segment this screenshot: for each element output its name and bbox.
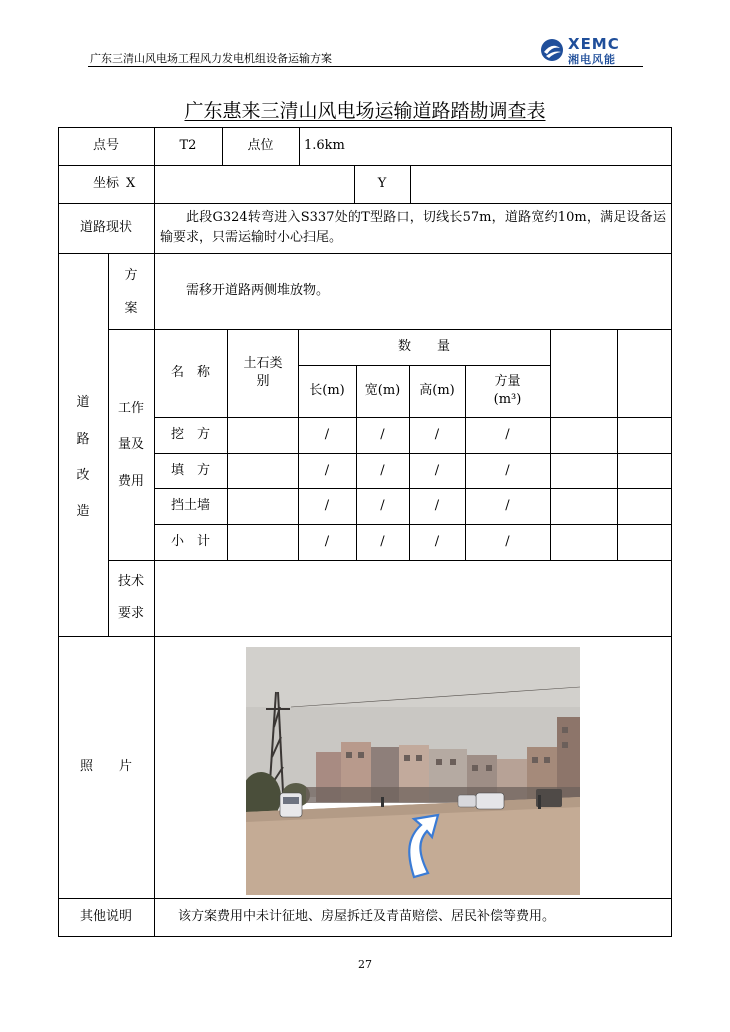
notes-label: 其他说明 (79, 909, 132, 925)
header-width: 宽(m) (364, 383, 401, 399)
point-value: T2 (179, 138, 197, 154)
row-volume: / (505, 462, 510, 478)
row-name: 填 方 (170, 462, 210, 478)
position-value: 1.6km (304, 138, 345, 154)
row-height: / (434, 498, 440, 514)
row-volume: / (505, 427, 510, 443)
road-status-label: 道路现状 (79, 220, 132, 236)
row-soil (227, 453, 298, 488)
plan-label: 方 案 (124, 267, 138, 316)
row-name: 挖 方 (170, 427, 210, 443)
row-length: / (324, 462, 330, 478)
y-label: Y (377, 176, 387, 192)
header-rule (88, 66, 643, 67)
company-logo (540, 36, 650, 66)
running-header: 广东三清山风电场工程风力发电机组设备运输方案 (90, 52, 332, 65)
plan-text: 需移开道路两侧堆放物。 (186, 283, 330, 299)
header-length: 长(m) (309, 383, 345, 399)
row-length: / (324, 427, 330, 443)
site-photo-scene (246, 647, 580, 895)
tech-label: 技术 要求 (117, 574, 144, 622)
row-height: / (434, 427, 440, 443)
logo-text-en: XEMC (568, 35, 620, 53)
page-title: 广东惠来三清山风电场运输道路踏勘调查表 (184, 100, 546, 122)
row-soil (227, 488, 298, 524)
coords-label: 坐标 (92, 176, 119, 192)
header-height: 高(m) (419, 383, 455, 399)
row-volume: / (505, 534, 510, 550)
header-volume: 方量 (m³) (493, 374, 522, 407)
row-height: / (434, 462, 440, 478)
x-value (160, 165, 350, 203)
tech-text (160, 560, 666, 636)
row-width: / (380, 534, 385, 550)
photo-label: 照 片 (79, 759, 132, 775)
logo-swirl-icon (540, 38, 564, 62)
header-soil-type: 土石类别 (243, 356, 283, 389)
row-length: / (324, 534, 330, 550)
notes-text: 该方案费用中未计征地、房屋拆迁及青苗赔偿、居民补偿等费用。 (178, 909, 556, 925)
y-value (416, 165, 666, 203)
point-label: 点号 (92, 138, 119, 154)
row-soil (227, 524, 298, 560)
row-name: 挡土墙 (170, 498, 210, 514)
site-photo (246, 647, 580, 895)
x-label: X (126, 176, 136, 192)
row-width: / (380, 427, 385, 443)
road-status-text: 此段G324转弯进入S337处的T型路口，切线长57m，道路宽约10m，满足设备运输要求，只需运输时小心扫尾。 (160, 209, 666, 245)
row-length: / (324, 498, 330, 514)
position-label: 点位 (247, 138, 274, 154)
page-number: 27 (358, 958, 372, 971)
row-soil (227, 417, 298, 453)
row-width: / (380, 498, 385, 514)
row-width: / (380, 462, 385, 478)
header-quantity: 数 量 (397, 339, 450, 355)
header-name: 名 称 (170, 365, 210, 381)
row-volume: / (505, 498, 510, 514)
row-height: / (434, 534, 440, 550)
row-name: 小 计 (170, 534, 210, 550)
logo-text-cn: 湘电风能 (568, 53, 616, 66)
road-mod-label: 道 路 改 造 (76, 395, 90, 520)
work-label: 工作 量及 费用 (117, 400, 144, 489)
